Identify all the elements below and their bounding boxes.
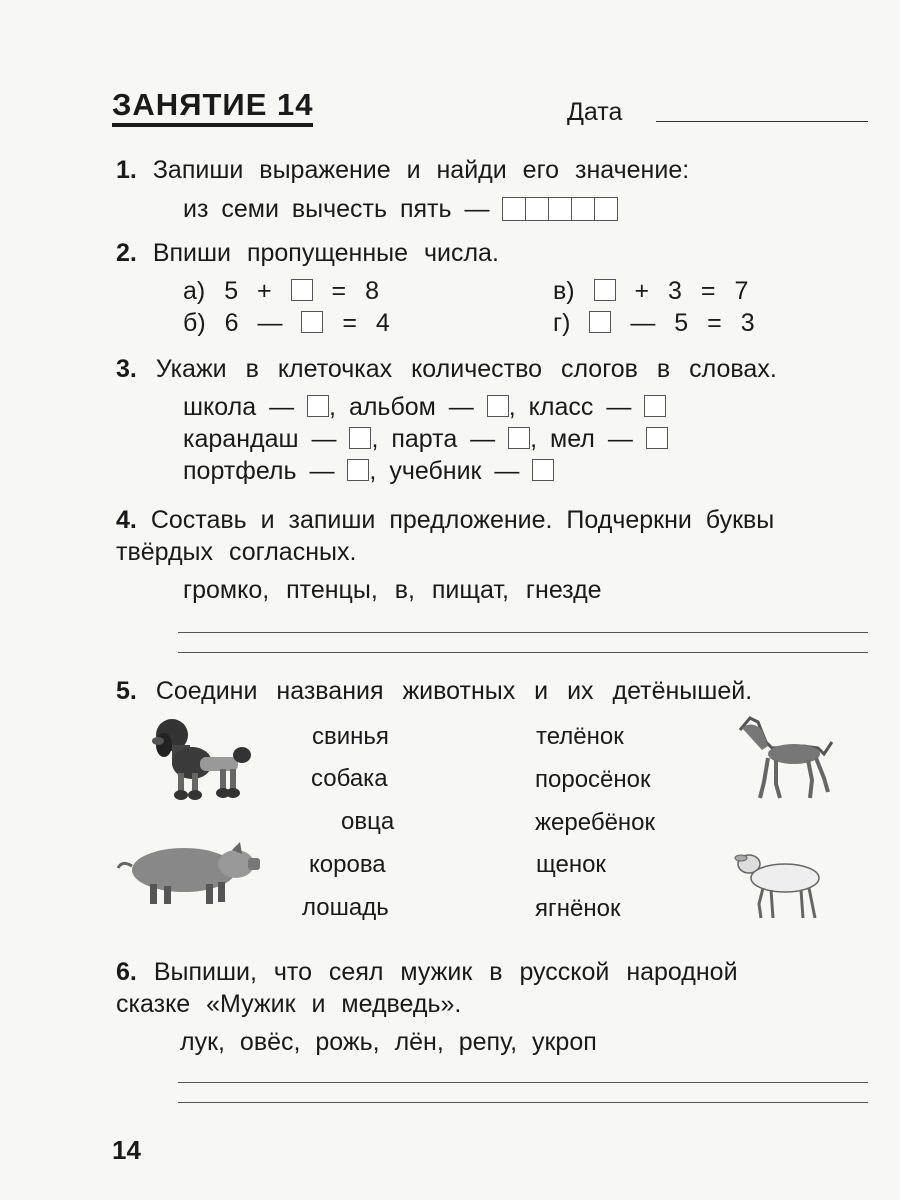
equation-left: 6 —	[224, 309, 283, 337]
syllable-row-1	[183, 392, 666, 422]
syllable-box[interactable]	[487, 395, 509, 417]
comma: ,	[371, 425, 379, 453]
animal-word[interactable]: лошадь	[302, 894, 389, 921]
animal-word[interactable]: корова	[309, 851, 386, 878]
task-text: Выпиши, что сеял мужик в русской народной	[153, 958, 738, 986]
task-4-words: громко, птенцы, в, пищат, гнезде	[183, 576, 602, 604]
syllable-row-2	[183, 424, 668, 454]
task-number: 2.	[116, 239, 137, 267]
task-6-words: лук, овёс, рожь, лён, репу, укроп	[180, 1028, 597, 1056]
answer-line[interactable]	[178, 632, 868, 633]
equation-right: = 4	[342, 309, 390, 337]
answer-boxes[interactable]	[502, 197, 618, 221]
animal-word[interactable]: овца	[341, 808, 395, 835]
task-text: Впиши пропущенные числа.	[152, 239, 499, 267]
answer-box[interactable]	[594, 279, 616, 301]
date-input-line[interactable]	[656, 121, 868, 122]
word-item: портфель —	[183, 457, 335, 485]
task-4-instruction-line2: твёрдых согласных.	[116, 538, 357, 566]
word-item: класс —	[528, 393, 632, 421]
syllable-box[interactable]	[644, 395, 666, 417]
answer-box[interactable]	[589, 311, 611, 333]
word-item: учебник —	[389, 457, 520, 485]
word-item: парта —	[391, 425, 496, 453]
answer-line[interactable]	[178, 1102, 868, 1103]
task-1-instruction	[116, 155, 689, 185]
task-number: 5.	[116, 677, 137, 705]
syllable-box[interactable]	[307, 395, 329, 417]
answer-box[interactable]	[291, 279, 313, 301]
equation-label: в)	[553, 277, 575, 305]
word-item: школа —	[183, 393, 295, 421]
task-text: Укажи в клеточках количество слогов в словах.	[155, 355, 777, 383]
syllable-box[interactable]	[532, 459, 554, 481]
poodle-icon	[150, 715, 260, 805]
task-6-instruction-line2: сказке «Мужик и медведь».	[116, 990, 462, 1018]
task-number: 6.	[116, 958, 137, 986]
equation-label: а)	[183, 277, 206, 305]
task-2-instruction	[116, 238, 499, 268]
syllable-box[interactable]	[508, 427, 530, 449]
task-text: Составь и запиши предложение. Подчеркни буквы	[150, 506, 775, 534]
task-text: Соедини названия животных и их детёнышей.	[155, 677, 753, 705]
animal-word[interactable]: собака	[311, 765, 388, 792]
expression-text: из семи вычесть пять —	[183, 195, 490, 223]
equation-left: 5 +	[224, 277, 272, 305]
task-text: Запиши выражение и найди его значение:	[152, 156, 690, 184]
task-5-instruction	[116, 676, 752, 706]
baby-animal-word[interactable]: жеребёнок	[535, 809, 656, 836]
task-4-instruction	[116, 505, 774, 535]
answer-line[interactable]	[178, 652, 868, 653]
syllable-box[interactable]	[349, 427, 371, 449]
equation-right: — 5 = 3	[630, 309, 755, 337]
date-label: Дата	[567, 98, 623, 126]
baby-animal-word[interactable]: ягнёнок	[535, 895, 621, 922]
syllable-box[interactable]	[347, 459, 369, 481]
task-1-expression	[183, 194, 618, 224]
comma: ,	[508, 393, 516, 421]
word-item: мел —	[550, 425, 633, 453]
equation-b	[183, 308, 390, 338]
word-item: альбом —	[348, 393, 474, 421]
lamb-icon	[735, 848, 830, 920]
equation-label: г)	[553, 309, 571, 337]
syllable-box[interactable]	[646, 427, 668, 449]
answer-box[interactable]	[301, 311, 323, 333]
task-number: 1.	[116, 156, 137, 184]
comma: ,	[369, 457, 377, 485]
equation-g	[553, 308, 755, 338]
syllable-row-3	[183, 456, 554, 486]
baby-animal-word[interactable]: щенок	[536, 851, 606, 878]
baby-animal-word[interactable]: телёнок	[536, 723, 624, 750]
comma: ,	[530, 425, 538, 453]
baby-animal-word[interactable]: поросёнок	[535, 766, 651, 793]
page-title: ЗАНЯТИЕ 14	[112, 88, 313, 127]
equation-right: = 8	[331, 277, 379, 305]
equation-label: б)	[183, 309, 206, 337]
task-6-instruction	[116, 957, 738, 987]
animal-word[interactable]: свинья	[312, 723, 389, 750]
foal-icon	[732, 712, 837, 802]
word-item: карандаш —	[183, 425, 337, 453]
pig-icon	[114, 838, 264, 908]
answer-line[interactable]	[178, 1082, 868, 1083]
comma: ,	[329, 393, 336, 421]
page-number: 14	[112, 1135, 141, 1165]
task-3-instruction	[116, 354, 777, 384]
equation-a	[183, 276, 379, 306]
equation-right: + 3 = 7	[634, 277, 749, 305]
equation-v	[553, 276, 748, 306]
task-number: 4.	[116, 506, 137, 534]
task-number: 3.	[116, 355, 137, 383]
